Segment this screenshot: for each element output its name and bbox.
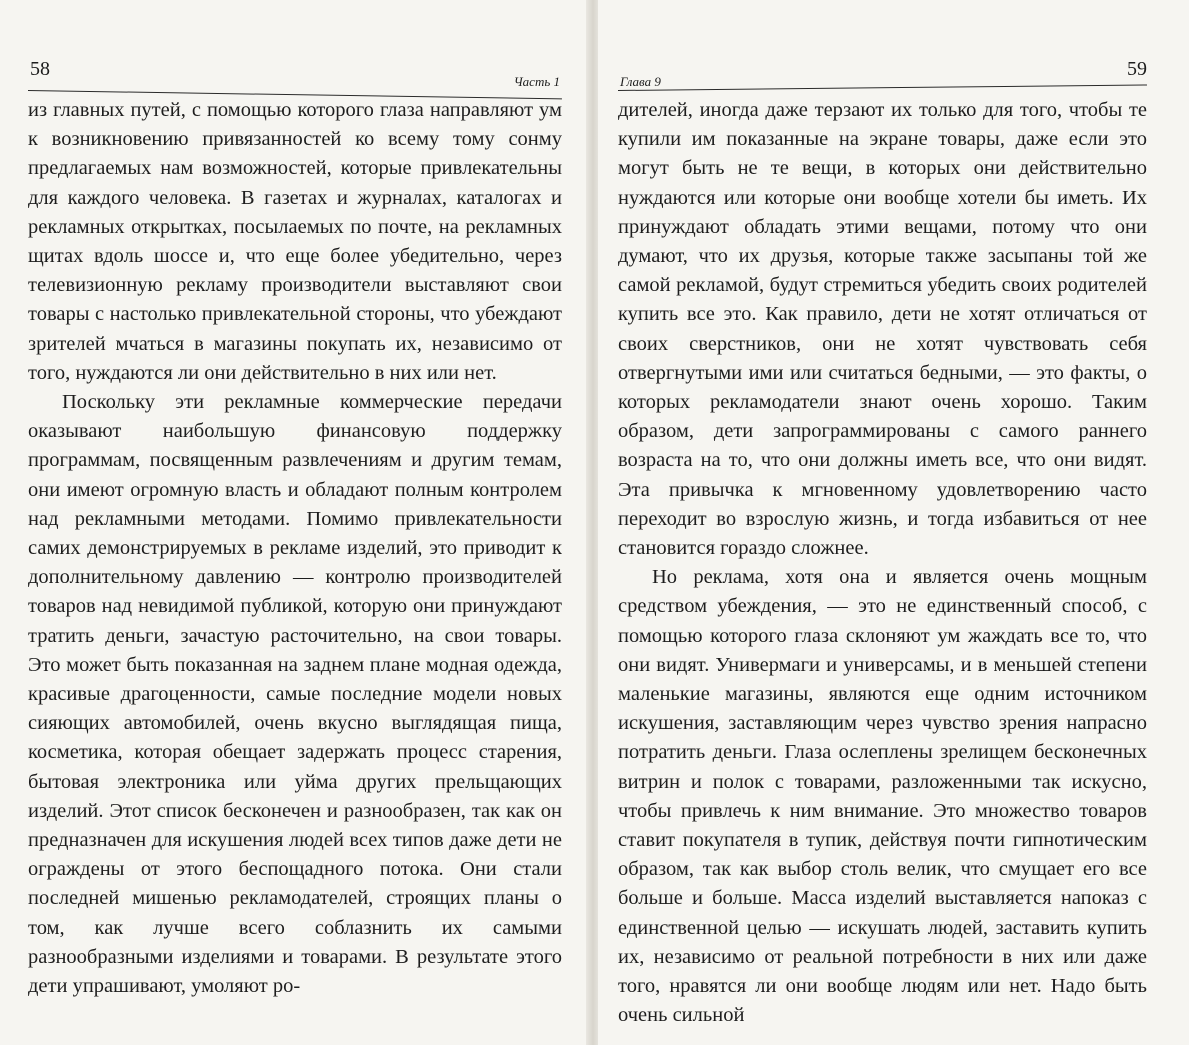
right-page-number: 59: [1127, 58, 1147, 80]
left-page-header: [28, 0, 562, 96]
right-page: [598, 0, 1189, 1045]
left-page-number: 58: [30, 58, 50, 80]
right-page-header: [618, 0, 1147, 96]
right-page-body: [618, 96, 1147, 1031]
paragraph: из главных путей, с помощью которого глаза направляют ум к возникновению привязанностей ко всему тому сонму предлагаемых нам возможностей, которые привлекательны для каждого человека. В газетах и журналах, каталогах и рекламных открытках, посылаемых по почте, на рекламных щитах вдоль шоссе и, что еще более убедительно, через телевизионную рекламу производители выставляют свои товары с настолько привлекательной стороны, что убеждают зрителей мчаться в магазины покупать их, независимо от того, нуждаются ли они действительно в них или нет.: [28, 99, 562, 384]
paragraph: дителей, иногда даже терзают их только для того, чтобы те купили им показанные на экране товары, даже если это могут быть не те вещи, в которых они действительно нуждаются или которые они вообще хотели бы иметь. Их принуждают обладать этими вещами, потому что они думают, что их друзья, которые также засыпаны той же самой рекламой, будут стремиться убедить своих родителей купить все это. Как правило, дети не хотят отличаться от своих сверстников, они не хотят чувствовать себя отвергнутыми ими или считаться бедными, — это факты, о которых рекламодатели знают очень хорошо. Таким образом, дети запрограммированы с самого раннего возраста на то, что они должны иметь все, что они видят. Эта привычка к мгновенному удовлетворению часто переходит во взрослую жизнь, и тогда избавиться от нее становится гораздо сложнее.: [618, 99, 1147, 560]
right-running-head: Глава 9: [620, 74, 661, 89]
left-page-body: [28, 96, 562, 1001]
paragraph: Поскольку эти рекламные коммерческие передачи оказывают наибольшую финансовую поддержку программам, посвященным развлечениям и другим темам, они имеют огромную власть и обладают полным контролем над рекламными методами. Помимо привлекательности самих демонстрируемых в рекламе изделий, это приводит к дополнительному давлению — контролю производителей товаров над невидимой публикой, которую они принуждают тратить деньги, зачастую расточительно, на свои товары. Это может быть показанная на заднем плане модная одежда, красивые драгоценности, самые последние модели новых сияющих автомобилей, очень вкусно выглядящая пища, косметика, которая обещает задержать процесс старения, бытовая электроника или уйма других прельщающих изделий. Этот список бесконечен и разнообразен, так как он предназначен для искушения людей всех типов даже дети не ограждены от этого беспощадного потока. Они стали последней мишенью рекламодателей, строящих планы о том, как лучше всего соблазнить их самыми разнообразными изделиями и товарами. В результате этого дети упрашивают, умоляют ро-: [28, 391, 562, 998]
left-page: [0, 0, 590, 1045]
paragraph: Но реклама, хотя она и является очень мощным средством убеждения, — это не единственный способ, с помощью которого глаза склоняют ум жаждать все то, что они видят. Универмаги и универсамы, и в меньшей степени маленькие магазины, являются еще одним источником искушения, заставляющим через чувство зрения напрасно потратить деньги. Глаза ослеплены зрелищем бесконечных витрин и полок с товарами, разложенными так искусно, чтобы привлечь к ним внимание. Это множество товаров ставит покупателя в тупик, действуя почти гипнотическим образом, так как выбор столь велик, что смущает его все больше и больше. Масса изделий выставляется напоказ с единственной целью — искушать людей, заставить купить их, независимо от реальной потребности в них или даже того, нравятся ли они вообще людям или нет. Надо быть очень сильной: [618, 566, 1147, 1027]
left-running-head: Часть 1: [513, 74, 560, 89]
right-header-rule: [618, 84, 1147, 91]
